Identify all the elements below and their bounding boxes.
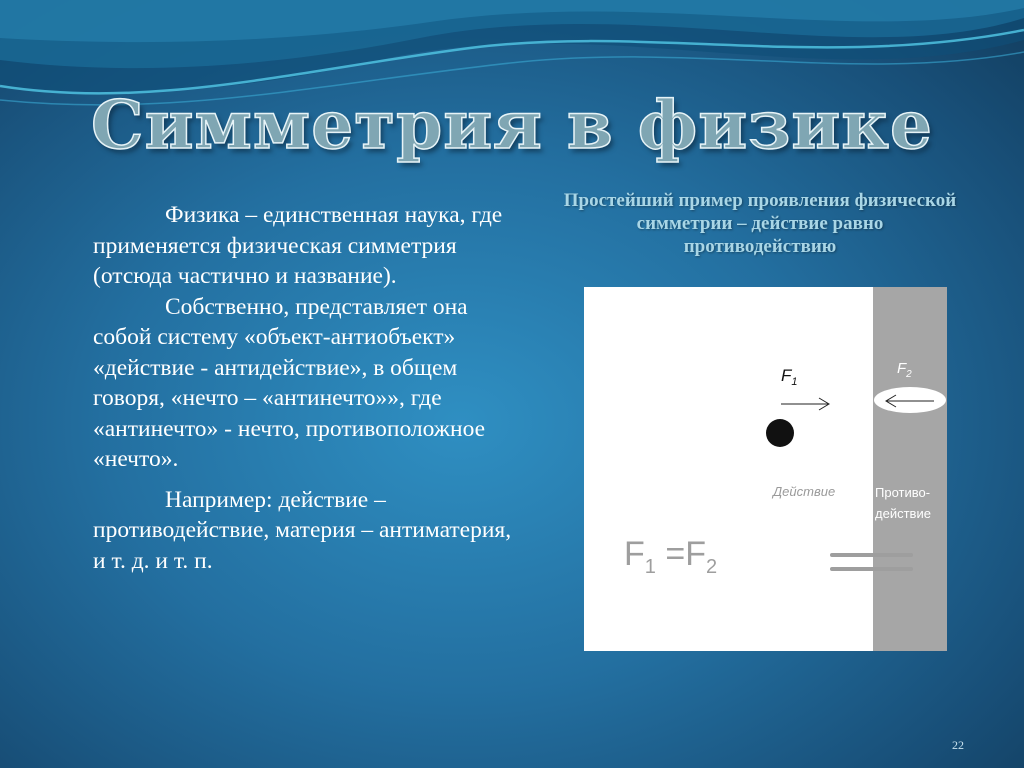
f2-label: $F_2$ — [897, 360, 912, 380]
reaction-label-line1: Противо- — [875, 485, 931, 500]
body-paragraph: Например: действие – противодействие, материя – антиматерия, и т. д. и т. п. — [93, 486, 512, 574]
body-paragraph: Собственно, представляет она собой систему «объект-антиобъект» «действие - антидействие», в общем говоря, «нечто – «антинечто»», где «антинечто» - нечто, противоположное «нечто». — [93, 293, 486, 472]
action-label: Действие — [773, 484, 836, 499]
body-paragraph: Физика – единственная наука, где применяется физическая симметрия (отсюда частично и название). — [93, 202, 503, 289]
f2-highlight — [874, 387, 946, 413]
body-text — [93, 200, 513, 576]
ball — [766, 419, 794, 447]
action-reaction-figure — [584, 287, 947, 651]
reaction-label-line2: действие — [875, 506, 931, 521]
wall-panel — [873, 287, 947, 651]
f1-label: $F_1$ — [781, 366, 798, 388]
slide-number: 22 — [952, 738, 964, 752]
slide-title: Симметрия в физике — [91, 86, 933, 164]
figure-caption: Простейший пример проявления физической симметрии – действие равно противодействию — [563, 190, 957, 257]
force-equation: $F_1 =F_2$ — [624, 535, 718, 578]
